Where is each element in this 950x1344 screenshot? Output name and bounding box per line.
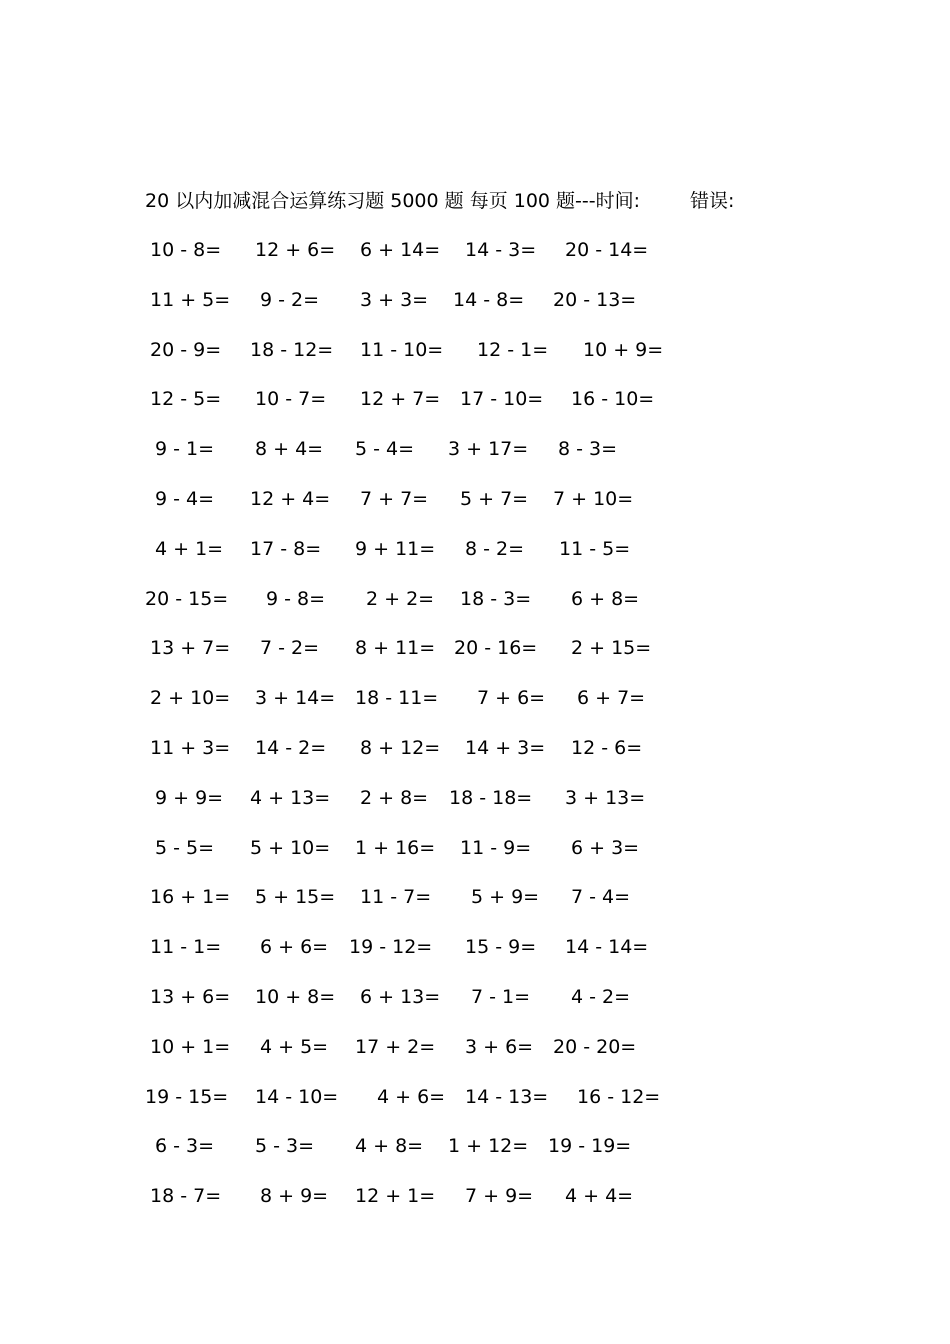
problem-item: 18 - 12= <box>250 338 334 361</box>
problem-item: 12 - 1= <box>477 338 549 361</box>
problem-item: 11 - 7= <box>360 886 432 909</box>
errors-label: 错误: <box>690 190 735 212</box>
problem-item: 4 + 8= <box>355 1135 424 1158</box>
problem-item: 16 + 1= <box>150 886 231 909</box>
problem-item: 1 + 12= <box>448 1135 529 1158</box>
problem-item: 4 + 5= <box>260 1035 329 1058</box>
problem-item: 11 + 5= <box>150 288 231 311</box>
problem-item: 3 + 3= <box>360 288 429 311</box>
problem-item: 5 + 7= <box>460 488 529 510</box>
problem-item: 12 + 1= <box>355 1185 436 1208</box>
problem-item: 19 - 15= <box>145 1085 229 1108</box>
problem-item: 20 - 15= <box>145 587 229 610</box>
problem-item: 6 + 3= <box>571 836 640 859</box>
problem-item: 13 + 6= <box>150 986 231 1008</box>
problem-item: 6 + 6= <box>260 936 329 959</box>
problem-item: 6 + 7= <box>577 687 646 710</box>
problem-item: 8 + 12= <box>360 737 441 759</box>
problem-item: 14 - 14= <box>565 936 649 959</box>
problem-item: 19 - 12= <box>349 936 433 959</box>
problem-item: 12 + 6= <box>255 239 336 261</box>
problem-item: 16 - 10= <box>571 388 655 411</box>
problem-item: 14 - 2= <box>255 737 327 759</box>
problem-item: 7 - 4= <box>571 886 631 909</box>
problem-item: 5 + 15= <box>255 886 336 909</box>
problem-item: 20 - 14= <box>565 239 649 261</box>
problem-item: 5 + 10= <box>250 836 331 859</box>
problem-item: 12 + 4= <box>250 488 331 510</box>
problem-item: 6 - 3= <box>155 1135 215 1158</box>
problem-item: 1 + 16= <box>355 836 436 859</box>
problem-item: 8 + 9= <box>260 1185 329 1208</box>
problem-item: 4 + 4= <box>565 1185 634 1208</box>
problem-item: 14 - 13= <box>465 1085 549 1108</box>
problem-item: 11 + 3= <box>150 737 231 759</box>
problem-item: 20 - 20= <box>553 1035 637 1058</box>
problem-item: 2 + 2= <box>366 587 435 610</box>
problem-item: 4 + 1= <box>155 537 224 560</box>
problem-item: 12 + 7= <box>360 388 441 411</box>
problem-item: 9 + 9= <box>155 786 224 809</box>
problem-item: 10 - 8= <box>150 239 222 261</box>
problem-item: 20 - 16= <box>454 637 538 660</box>
problem-item: 17 + 2= <box>355 1035 436 1058</box>
problem-item: 13 + 7= <box>150 637 231 660</box>
problem-item: 11 - 10= <box>360 338 444 361</box>
problem-item: 10 + 9= <box>583 338 664 361</box>
problem-item: 5 + 9= <box>471 886 540 909</box>
problem-item: 10 - 7= <box>255 388 327 411</box>
problem-item: 14 + 3= <box>465 737 546 759</box>
problem-item: 15 - 9= <box>465 936 537 959</box>
problem-item: 12 - 6= <box>571 737 643 759</box>
problem-item: 4 + 13= <box>250 786 331 809</box>
problem-item: 14 - 10= <box>255 1085 339 1108</box>
problem-item: 7 - 2= <box>260 637 320 660</box>
problem-item: 11 - 1= <box>150 936 222 959</box>
problem-item: 6 + 14= <box>360 239 441 261</box>
problem-item: 6 + 13= <box>360 986 441 1008</box>
problem-item: 9 - 4= <box>155 488 215 510</box>
problem-item: 18 - 3= <box>460 587 532 610</box>
problem-item: 2 + 8= <box>360 786 429 809</box>
problem-item: 20 - 13= <box>553 288 637 311</box>
problem-item: 9 - 8= <box>266 587 326 610</box>
problem-item: 3 + 13= <box>565 786 646 809</box>
problem-item: 17 - 8= <box>250 537 322 560</box>
problem-item: 8 + 11= <box>355 637 436 660</box>
problem-item: 18 - 7= <box>150 1185 222 1208</box>
problem-item: 19 - 19= <box>548 1135 632 1158</box>
problem-item: 5 - 3= <box>255 1135 315 1158</box>
problem-item: 16 - 12= <box>577 1085 661 1108</box>
problem-item: 2 + 15= <box>571 637 652 660</box>
problem-item: 8 - 2= <box>465 537 525 560</box>
problem-item: 7 + 6= <box>477 687 546 710</box>
problem-item: 6 + 8= <box>571 587 640 610</box>
problem-item: 17 - 10= <box>460 388 544 411</box>
problem-item: 7 + 9= <box>465 1185 534 1208</box>
problem-item: 2 + 10= <box>150 687 231 710</box>
problem-item: 9 - 2= <box>260 288 320 311</box>
problem-item: 14 - 3= <box>465 239 537 261</box>
problem-item: 20 - 9= <box>150 338 222 361</box>
problem-item: 12 - 5= <box>150 388 222 411</box>
problem-item: 7 + 7= <box>360 488 429 510</box>
problem-item: 10 + 1= <box>150 1035 231 1058</box>
problem-item: 3 + 14= <box>255 687 336 710</box>
problem-item: 18 - 18= <box>449 786 533 809</box>
problem-item: 10 + 8= <box>255 986 336 1008</box>
problem-item: 18 - 11= <box>355 687 439 710</box>
problem-item: 11 - 9= <box>460 836 532 859</box>
problem-item: 4 - 2= <box>571 986 631 1008</box>
problem-item: 8 + 4= <box>255 438 324 461</box>
problem-item: 7 - 1= <box>471 986 531 1008</box>
problem-item: 14 - 8= <box>453 288 525 311</box>
problem-item: 3 + 6= <box>465 1035 534 1058</box>
problem-item: 7 + 10= <box>553 488 634 510</box>
problem-item: 3 + 17= <box>448 438 529 461</box>
problem-item: 5 - 5= <box>155 836 215 859</box>
problem-item: 11 - 5= <box>559 537 631 560</box>
problem-item: 8 - 3= <box>558 438 618 461</box>
problem-item: 9 + 11= <box>355 537 436 560</box>
worksheet-title: 20 以内加减混合运算练习题 5000 题 每页 100 题---时间: <box>145 190 641 212</box>
problem-item: 9 - 1= <box>155 438 215 461</box>
problem-item: 5 - 4= <box>355 438 415 461</box>
problem-item: 4 + 6= <box>377 1085 446 1108</box>
